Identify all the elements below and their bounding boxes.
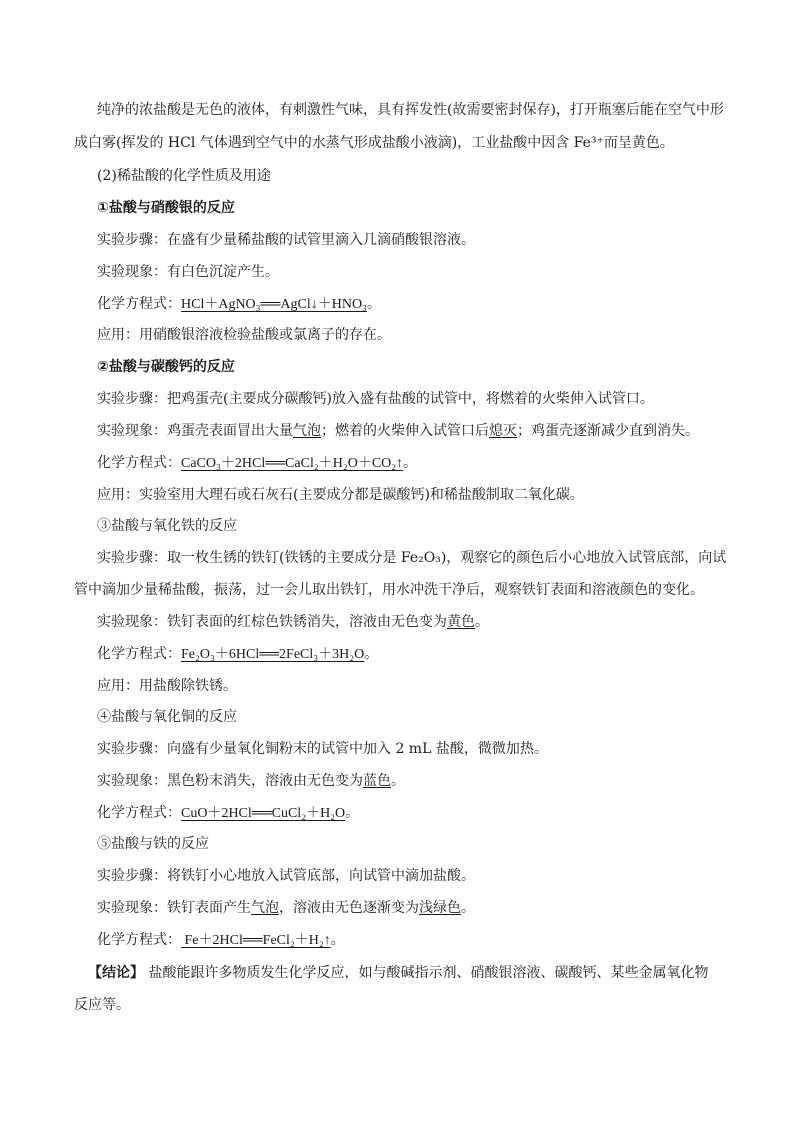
s2-eq-end: 。 xyxy=(403,455,418,471)
s2-equation-line xyxy=(97,453,417,474)
s5-phen-light-green: 浅绿色 xyxy=(419,900,461,916)
s2-phen-b: ；燃着的火柴伸入试管口后 xyxy=(321,423,489,439)
s4-phen-a: 实验现象：黑色粉末消失，溶液由无色变为 xyxy=(97,773,363,789)
s3-application: 应用：用盐酸除铁锈。 xyxy=(97,678,237,694)
s5-step: 实验步骤：将铁钉小心地放入试管底部，向试管中滴加盐酸。 xyxy=(97,868,475,884)
s3-phen-yellow: 黄色 xyxy=(447,614,475,630)
s3-step-1: 实验步骤：取一枚生锈的铁钉(铁锈的主要成分是 Fe₂O₃)，观察它的颜色后小心地放入试管底部，向试 xyxy=(97,550,727,566)
s1-application: 应用：用硝酸银溶液检验盐酸或氯离子的存在。 xyxy=(97,327,391,343)
s2-phenomenon xyxy=(97,421,699,441)
s1-eq-label: 化学方程式： xyxy=(97,296,181,312)
s4-eq-label: 化学方程式： xyxy=(97,805,181,821)
s3-eq-end: 。 xyxy=(364,646,379,662)
s2-phen-bubbles: 气泡 xyxy=(293,423,321,439)
s4-step: 实验步骤：向盛有少量氧化铜粉末的试管中加入 2 mL 盐酸，微微加热。 xyxy=(97,741,548,757)
s2-phen-extinguish: 熄灭 xyxy=(489,423,517,439)
s5-eq-end: 。 xyxy=(330,932,345,948)
s3-step-2: 管中滴加少量稀盐酸，振荡，过一会儿取出铁钉，用水冲洗干净后，观察铁钉表面和溶液颜色的变化。 xyxy=(74,582,704,598)
s3-phen-end: 。 xyxy=(475,614,489,630)
s5-phenomenon xyxy=(97,898,475,918)
s3-equation: Fe₂O₃＋6HCl══2FeCl₃＋3H₂O xyxy=(181,647,365,662)
s5-phen-b: ，溶液由无色逐渐变为 xyxy=(279,900,419,916)
s2-step: 实验步骤：把鸡蛋壳(主要成分碳酸钙)放入盛有盐酸的试管中，将燃着的火柴伸入试管口。 xyxy=(97,391,654,407)
intro-line-1: 纯净的浓盐酸是无色的液体，有刺激性气味，具有挥发性(故需要密封保存)，打开瓶塞后能在空气中形 xyxy=(97,102,724,118)
s5-phen-end: 。 xyxy=(461,900,475,916)
section-heading: (2)稀盐酸的化学性质及用途 xyxy=(97,168,271,184)
s4-equation: CuO＋2HCl══CuCl₂＋H₂O xyxy=(181,806,346,821)
intro-line-2: 成白雾(挥发的 HCl 气体遇到空气中的水蒸气形成盐酸小液滴)，工业盐酸中因含 Fe³⁺而呈黄色。 xyxy=(74,135,674,151)
s1-phenomenon: 实验现象：有白色沉淀产生。 xyxy=(97,264,279,280)
s3-phen-a: 实验现象：铁钉表面的红棕色铁锈消失，溶液由无色变为 xyxy=(97,614,447,630)
s5-equation: Fe＋2HCl══FeCl₂＋H₂↑ xyxy=(181,933,331,948)
s5-title: ⑤盐酸与铁的反应 xyxy=(97,836,209,852)
s2-title: ②盐酸与碳酸钙的反应 xyxy=(97,359,235,375)
s5-equation-line xyxy=(97,930,345,951)
s2-eq-label: 化学方程式： xyxy=(97,455,181,471)
s4-phen-end: 。 xyxy=(391,773,405,789)
s2-application: 应用：实验室用大理石或石灰石(主要成分都是碳酸钙)和稀盐酸制取二氧化碳。 xyxy=(97,487,584,503)
s2-equation: CaCO₃＋2HCl══CaCl₂＋H₂O＋CO₂↑ xyxy=(181,456,404,471)
s3-eq-label: 化学方程式： xyxy=(97,646,181,662)
s1-equation-line xyxy=(97,294,381,315)
s4-title: ④盐酸与氧化铜的反应 xyxy=(97,709,237,725)
conclusion-line-2: 反应等。 xyxy=(74,997,130,1013)
s4-eq-end: 。 xyxy=(345,805,360,821)
conclusion-text-1: 盐酸能跟许多物质发生化学反应，如与酸碱指示剂、硝酸银溶液、碳酸钙、某些金属氧化物 xyxy=(144,965,709,981)
s4-equation-line xyxy=(97,803,359,824)
s1-title: ①盐酸与硝酸银的反应 xyxy=(97,200,235,216)
s3-equation-line xyxy=(97,644,378,665)
conclusion-line-1 xyxy=(88,963,708,983)
s1-step: 实验步骤：在盛有少量稀盐酸的试管里滴入几滴硝酸银溶液。 xyxy=(97,232,475,248)
conclusion-label: 【结论】 xyxy=(88,965,144,981)
s2-phen-c: ；鸡蛋壳逐渐减少直到消失。 xyxy=(517,423,699,439)
s3-title: ③盐酸与氧化铁的反应 xyxy=(97,518,237,534)
s4-phenomenon xyxy=(97,771,405,791)
s1-equation: HCl＋AgNO₃══AgCl↓＋HNO₃ xyxy=(181,297,367,312)
s4-phen-blue: 蓝色 xyxy=(363,773,391,789)
s1-eq-end: 。 xyxy=(366,296,381,312)
s5-phen-bubbles: 气泡 xyxy=(251,900,279,916)
s5-eq-label: 化学方程式： xyxy=(97,932,181,948)
s5-phen-a: 实验现象：铁钉表面产生 xyxy=(97,900,251,916)
s3-phenomenon xyxy=(97,612,489,632)
s2-phen-a: 实验现象：鸡蛋壳表面冒出大量 xyxy=(97,423,293,439)
